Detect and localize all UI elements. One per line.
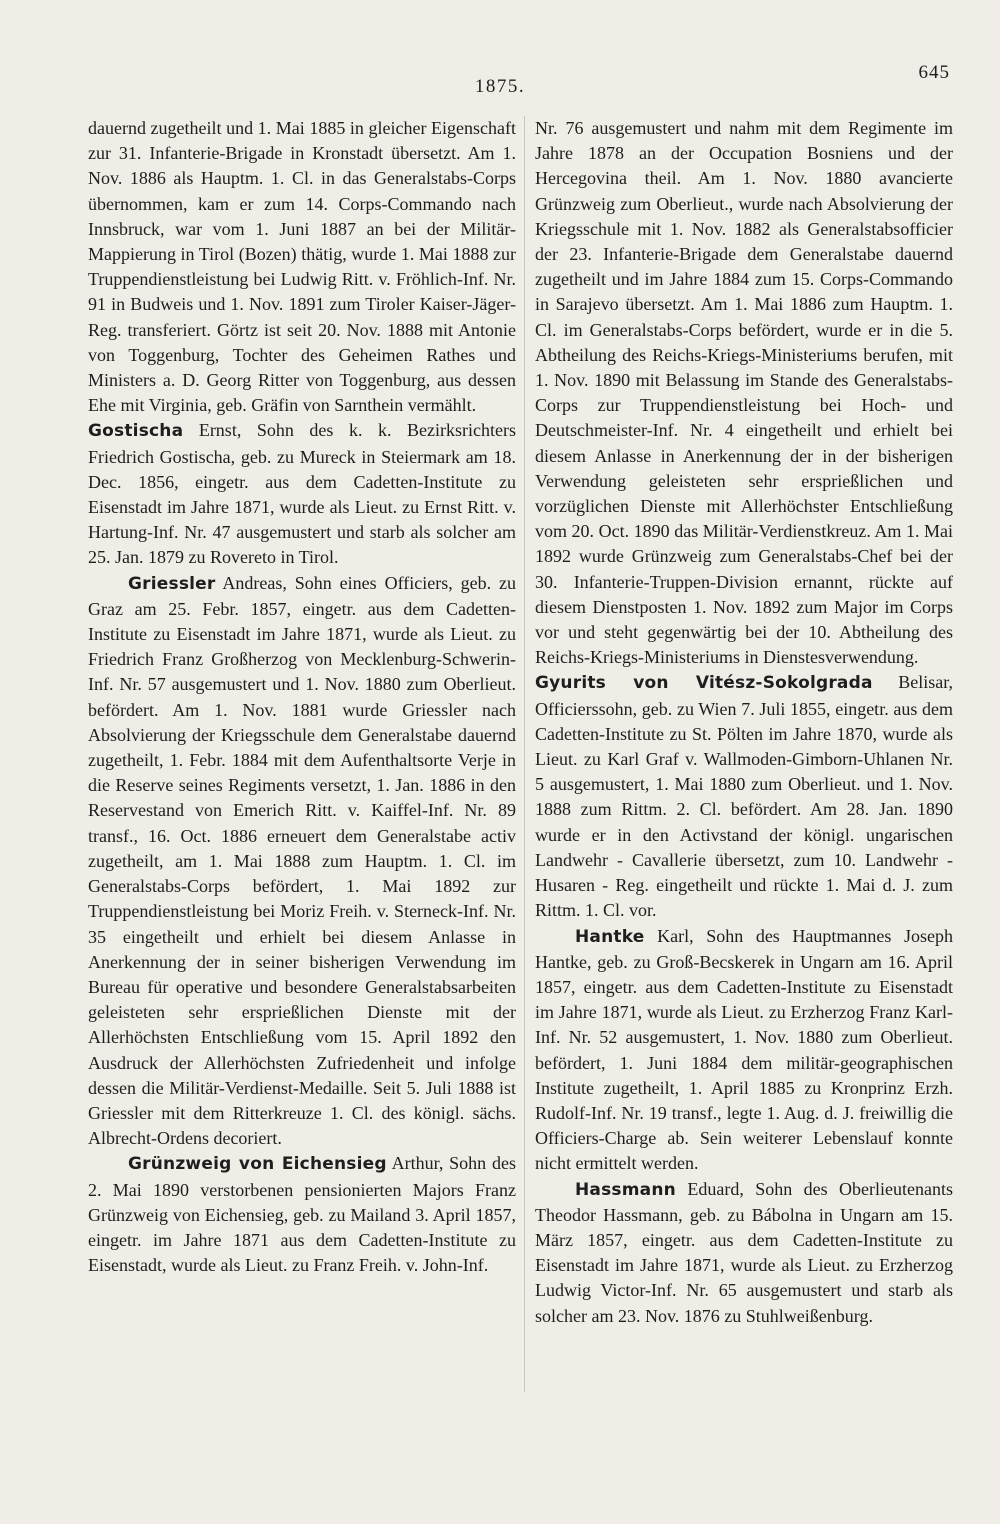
paragraph-text: Nr. 76 ausgemustert und nahm mit dem Regimente im Jahre 1878 an der Occupation Bosniens und der Hercegovina theil. Am 1. Nov. 1880 avancierte Grünzweig zum Oberlieut., wurde nach Absolvierung der Kriegsschule mit 1. Nov. 1882 als Generalstabsofficier der 23. Infanterie-Brigade dem Generalstabe dauernd zugetheilt und im Jahre 1884 zum 15. Corps-Commando in Sarajevo übersetzt. Am 1. Mai 1886 zum Hauptm. 1. Cl. im Generalstabs-Corps befördert, wurde er in die 5. Abtheilung des Reichs-Kriegs-Ministeriums berufen, mit 1. Nov. 1890 mit Belassung im Stande des Generalstabs-Corps zur Truppendienstleistung bei Hoch- und Deutschmeister-Inf. Nr. 4 eingetheilt und erhielt bei diesem Anlasse in Anerkennung der in der bisherigen Verwendung geleisteten sehr ersprießlichen und vorzüglichen Dienste mit Allerhöchster Entschließung vom 20. Oct. 1890 das Militär-Verdienstkreuz. Am 1. Mai 1892 wurde Grünzweig zum Generalstabs-Chef bei der 30. Infanterie-Truppen-Division ernannt, rückte auf diesem Dienstposten 1. Nov. 1892 zum Major im Corps vor und steht gegenwärtig bei der 10. Abtheilung des Reichs-Kriegs-Ministeriums in Dienstesverwendung.: [535, 118, 953, 668]
left-column: [88, 116, 516, 1278]
biography-entry-gostischa: [88, 418, 516, 570]
biography-entry-hassmann: [535, 1177, 953, 1329]
entry-text: Belisar, Officierssohn, geb. zu Wien 7. Juli 1855, eingetr. aus dem Cadetten-Institute zu St. Pölten im Jahre 1870, wurde als Lieut. zu Karl Graf v. Wallmoden-Gimborn-Uhlanen Nr. 5 ausgemustert, 1. Mai 1880 zum Oberlieut. und 1. Nov. 1888 zum Rittm. 2. Cl. befördert. Am 28. Jan. 1890 wurde er in den Activstand der königl. ungarischen Landwehr - Cavallerie übersetzt, zum 10. Landwehr - Husaren - Reg. eingetheilt und rückte 1. Mai d. J. zum Rittm. 1. Cl. vor.: [535, 672, 953, 921]
continuation-paragraph: [88, 116, 516, 418]
biography-entry-griessler: [88, 571, 516, 1152]
biography-entry-hantke: [535, 924, 953, 1177]
biography-entry-gyurits: [535, 670, 953, 923]
page-number: 645: [918, 62, 950, 83]
entry-text: Andreas, Sohn eines Officiers, geb. zu Graz am 25. Febr. 1857, eingetr. aus dem Cadetten-Institute zu Eisenstadt im Jahre 1871, wurde als Lieut. zu Friedrich Franz Großherzog von Mecklenburg-Schwerin-Inf. Nr. 57 ausgemustert und 1. Nov. 1880 zum Oberlieut. befördert. Am 1. Nov. 1881 wurde Griessler nach Absolvierung der Kriegsschule dem Generalstabe dauernd zugetheilt, 1. Febr. 1884 mit dem Aufenthaltsorte Verje in die Reserve seines Regiments versetzt, 1. Jan. 1886 in den Reservestand von Emerich Ritt. v. Kaiffel-Inf. Nr. 89 transf., 16. Oct. 1886 erneuert dem Generalstabe activ zugetheilt, am 1. Mai 1888 zum Hauptm. 1. Cl. im Generalstabs-Corps befördert, 1. Mai 1892 zur Truppendienstleistung bei Moriz Freih. v. Sterneck-Inf. Nr. 35 eingetheilt und erhielt bei diesem Anlasse in Anerkennung der in seiner bisherigen Verwendung im Bureau für operative und besondere Generalstabsarbeiten geleisteten sehr ersprießlichen Dienste mit der Allerhöchsten Entschließung vom 15. April 1892 den Ausdruck der Allerhöchsten Zufriedenheit und infolge dessen die Militär-Verdienst-Medaille. Seit 5. Juli 1888 ist Griessler mit dem Ritterkreuze 1. Cl. des königl. sächs. Albrecht-Ordens decoriert.: [88, 572, 516, 1149]
entry-name: Griessler: [128, 573, 216, 594]
page-year-header: 1875.: [474, 76, 526, 97]
entry-name: Gostischa: [88, 421, 184, 442]
entry-name: Gyurits von Vitész-Sokolgrada: [535, 673, 873, 694]
entry-text: Karl, Sohn des Hauptmannes Joseph Hantke, geb. zu Groß-Becskerek in Ungarn am 16. April 1857, eingetr. aus dem Cadetten-Institute zu Eisenstadt im Jahre 1871, wurde als Lieut. zu Erzherzog Franz Karl-Inf. Nr. 52 ausgemustert, 1. Nov. 1880 zum Oberlieut. befördert, 1. Juni 1884 dem militär-geographischen Institute zugetheilt, 1. April 1885 zu Kronprinz Erzh. Rudolf-Inf. Nr. 19 transf., legte 1. Aug. d. J. freiwillig die Officiers-Charge ab. Sein weiterer Lebenslauf konnte nicht ermittelt werden.: [535, 925, 953, 1174]
entry-text: Ernst, Sohn des k. k. Bezirksrichters Friedrich Gostischa, geb. zu Mureck in Steiermark am 18. Dec. 1856, eingetr. aus dem Cadetten-Institute zu Eisenstadt im Jahre 1871, wurde als Lieut. zu Ernst Ritt. v. Hartung-Inf. Nr. 47 ausgemustert und starb als solcher am 25. Jan. 1879 zu Rovereto in Tirol.: [88, 420, 516, 568]
column-divider: [524, 116, 525, 1392]
biography-entry-gruenzweig: [88, 1151, 516, 1278]
entry-name: Hassmann: [575, 1179, 676, 1200]
entry-name: Grünzweig von Eichensieg: [128, 1154, 387, 1175]
entry-text: Arthur, Sohn des 2. Mai 1890 verstorbenen pensionierten Majors Franz Grünzweig von Eichensieg, geb. zu Mailand 3. April 1857, eingetr. im Jahre 1871 aus dem Cadetten-Institute zu Eisenstadt, wurde als Lieut. zu Franz Freih. v. John-Inf.: [88, 1153, 516, 1276]
paragraph-text: dauernd zugetheilt und 1. Mai 1885 in gleicher Eigenschaft zur 31. Infanterie-Brigade in Kronstadt übersetzt. Am 1. Nov. 1886 als Hauptm. 1. Cl. in das Generalstabs-Corps übernommen, kam er zum 14. Corps-Commando nach Innsbruck, war vom 1. Juni 1887 an bei der Militär-Mappierung in Tirol (Bozen) thätig, wurde 1. Mai 1888 zur Truppendienstleistung bei Ludwig Ritt. v. Fröhlich-Inf. Nr. 91 in Budweis und 1. Nov. 1891 zum Tiroler Kaiser-Jäger-Reg. transferiert. Görtz ist seit 20. Nov. 1888 mit Antonie von Toggenburg, Tochter des Geheimen Rathes und Ministers a. D. Georg Ritter von Toggenburg, aus dessen Ehe mit Virginia, geb. Gräfin von Sarnthein vermählt.: [88, 118, 516, 416]
continuation-paragraph: [535, 116, 953, 670]
entry-text: Eduard, Sohn des Oberlieutenants Theodor Hassmann, geb. zu Bábolna in Ungarn am 15. März 1857, eingetr. aus dem Cadetten-Institute zu Eisenstadt im Jahre 1871, wurde als Lieut. zu Erzherzog Ludwig Victor-Inf. Nr. 65 ausgemustert und starb als solcher am 23. Nov. 1876 zu Stuhlweißenburg.: [535, 1178, 953, 1326]
right-column: [535, 116, 953, 1329]
entry-name: Hantke: [575, 926, 645, 947]
